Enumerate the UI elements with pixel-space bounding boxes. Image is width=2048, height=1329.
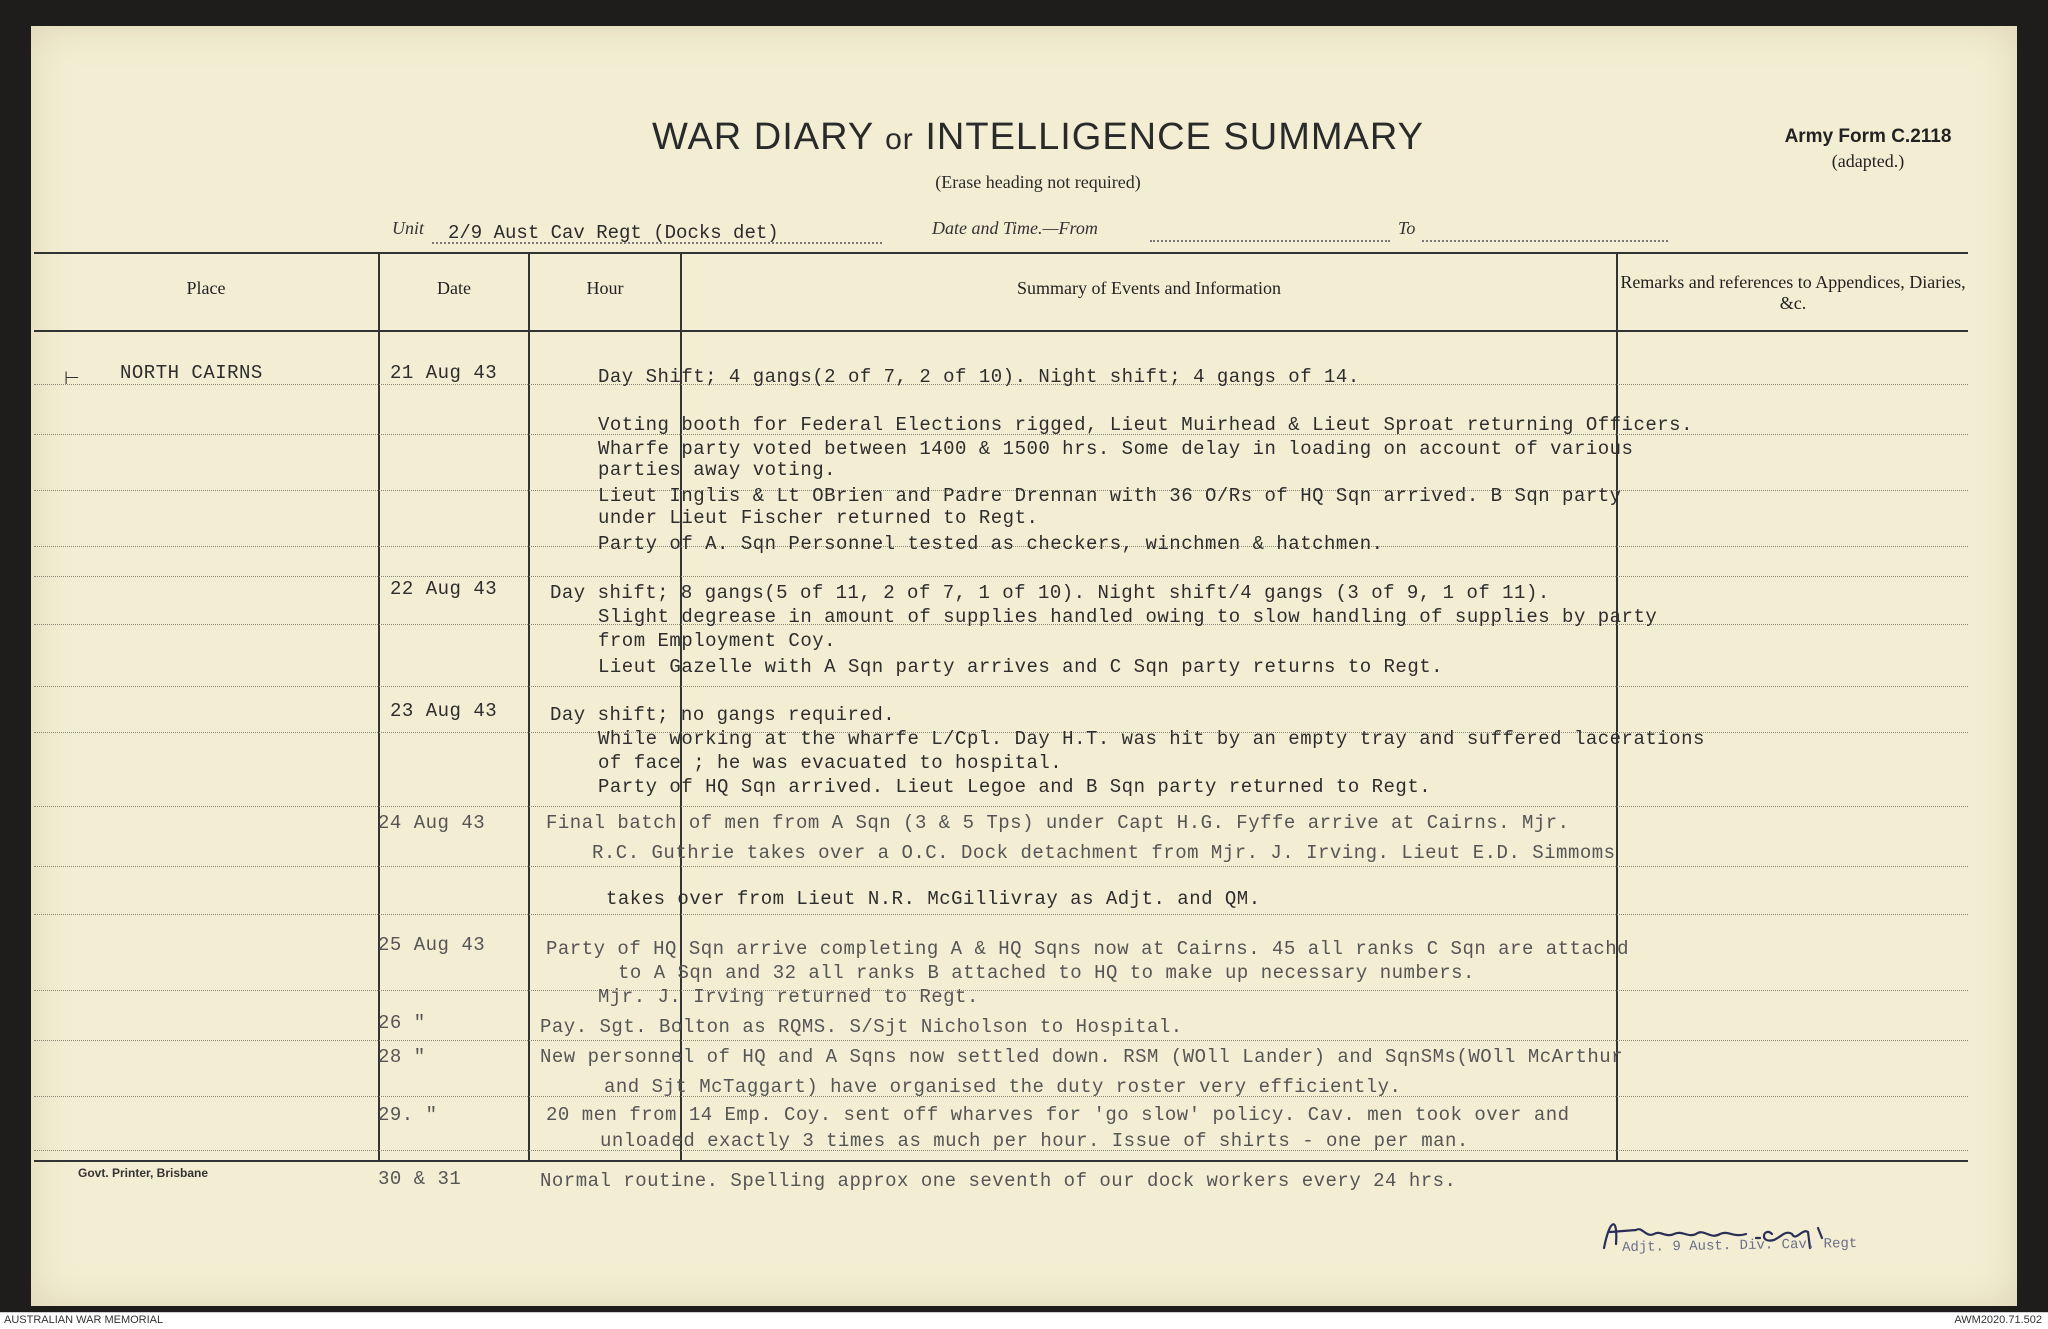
entry-date: 25 Aug 43 bbox=[378, 934, 486, 956]
entry-date: 21 Aug 43 bbox=[390, 362, 498, 384]
entry-line: unloaded exactly 3 times as much per hour. Issue of shirts - one per man. bbox=[600, 1130, 1469, 1152]
column-header-hour: Hour bbox=[586, 278, 624, 298]
entry-line: Day shift; 8 gangs(5 of 11, 2 of 7, 1 of 10). Night shift/4 gangs (3 of 9, 1 of 11). bbox=[550, 582, 1550, 604]
date-to-label: To bbox=[1398, 218, 1416, 238]
entry-line: New personnel of HQ and A Sqns now settled down. RSM (WOll Lander) and SqnSMs(WOll McArthur bbox=[540, 1046, 1624, 1068]
entry-line: parties away voting. bbox=[598, 459, 837, 481]
margin-tick-mark: ⊢ bbox=[64, 368, 80, 388]
entry-line: Party of A. Sqn Personnel tested as checkers, winchmen & hatchmen. bbox=[598, 533, 1384, 555]
entry-line: Slight degrease in amount of supplies handled owing to slow handling of supplies by party bbox=[598, 606, 1658, 628]
form-subtitle: (Erase heading not required) bbox=[935, 172, 1141, 192]
unit-underline bbox=[432, 242, 882, 244]
entry-date: 26 " bbox=[378, 1012, 426, 1034]
table-bottom-border bbox=[34, 1160, 1968, 1162]
column-header-place: Place bbox=[186, 278, 226, 298]
column-divider-hour bbox=[528, 252, 530, 1160]
entry-line: Party of HQ Sqn arrived. Lieut Legoe and B Sqn party returned to Regt. bbox=[598, 776, 1432, 798]
entry-line: Normal routine. Spelling approx one seventh of our dock workers every 24 hrs. bbox=[540, 1170, 1457, 1192]
entry-line: takes over from Lieut N.R. McGillivray as Adjt. and QM. bbox=[606, 888, 1261, 910]
entry-line: While working at the wharfe L/Cpl. Day H.T. was hit by an empty tray and suffered lacerations bbox=[598, 728, 1705, 750]
signature-rank-stamp: Adjt. 9 Aust. Div. Cav. Regt bbox=[1621, 1235, 1858, 1257]
date-time-from-label: Date and Time.—From bbox=[932, 218, 1098, 238]
entry-line: R.C. Guthrie takes over a O.C. Dock detachment from Mjr. J. Irving. Lieut E.D. Simmoms bbox=[592, 842, 1616, 864]
entry-line: Final batch of men from A Sqn (3 & 5 Tps) under Capt H.G. Fyffe arrive at Cairns. Mjr. bbox=[546, 812, 1570, 834]
date-from-underline bbox=[1150, 240, 1390, 242]
ruled-line bbox=[34, 866, 1968, 867]
entry-line: Wharfe party voted between 1400 & 1500 hrs. Some delay in loading on account of various bbox=[598, 438, 1634, 460]
entry-line: from Employment Coy. bbox=[598, 630, 837, 652]
archive-reference: AWM2020.71.502 bbox=[1954, 1314, 2042, 1326]
column-divider-remarks bbox=[1616, 252, 1618, 1160]
entry-line: of face ; he was evacuated to hospital. bbox=[598, 752, 1063, 774]
table-header-border bbox=[34, 330, 1968, 332]
entry-date: 30 & 31 bbox=[378, 1168, 462, 1190]
ruled-line bbox=[34, 686, 1968, 687]
printer-imprint: Govt. Printer, Brisbane bbox=[78, 1166, 209, 1180]
date-to-underline bbox=[1422, 240, 1668, 242]
title-intelligence-summary: INTELLIGENCE SUMMARY bbox=[925, 116, 1424, 158]
entry-line: Pay. Sgt. Bolton as RQMS. S/Sjt Nicholson to Hospital. bbox=[540, 1016, 1183, 1038]
title-or: or bbox=[885, 123, 914, 156]
archive-footer bbox=[0, 1312, 2048, 1329]
title-war-diary: WAR DIARY bbox=[652, 116, 874, 158]
ruled-line bbox=[34, 914, 1968, 915]
entry-date: 22 Aug 43 bbox=[390, 578, 498, 600]
entry-line: and Sjt McTaggart) have organised the duty roster very efficiently. bbox=[604, 1076, 1402, 1098]
entry-line: 20 men from 14 Emp. Coy. sent off wharves for 'go slow' policy. Cav. men took over and bbox=[546, 1104, 1570, 1126]
entry-date: 24 Aug 43 bbox=[378, 812, 486, 834]
entry-line: Mjr. J. Irving returned to Regt. bbox=[598, 986, 979, 1008]
entry-line: Day Shift; 4 gangs(2 of 7, 2 of 10). Night shift; 4 gangs of 14. bbox=[598, 366, 1360, 388]
entry-line: Voting booth for Federal Elections rigged, Lieut Muirhead & Lieut Sproat returning Officers. bbox=[598, 414, 1693, 436]
column-header-remarks: Remarks and references to Appendices, Diaries, &c. bbox=[1620, 272, 1966, 313]
unit-label: Unit bbox=[392, 218, 425, 238]
entry-line: Lieut Inglis & Lt OBrien and Padre Drennan with 36 O/Rs of HQ Sqn arrived. B Sqn party bbox=[598, 485, 1622, 507]
ruled-line bbox=[34, 1040, 1968, 1041]
entry-line: Day shift; no gangs required. bbox=[550, 704, 896, 726]
entry-line: under Lieut Fischer returned to Regt. bbox=[598, 507, 1039, 529]
entry-line: Lieut Gazelle with A Sqn party arrives and C Sqn party returns to Regt. bbox=[598, 656, 1444, 678]
column-header-summary: Summary of Events and Information bbox=[1017, 278, 1281, 298]
army-form-number: Army Form C.2118 bbox=[1784, 126, 1952, 147]
entry-date: 23 Aug 43 bbox=[390, 700, 498, 722]
entry-line: Party of HQ Sqn arrive completing A & HQ Sqns now at Cairns. 45 all ranks C Sqn are attachd bbox=[546, 938, 1630, 960]
entry-date: 28 " bbox=[378, 1046, 426, 1068]
table-top-border bbox=[34, 252, 1968, 254]
ruled-line bbox=[34, 990, 1968, 991]
place-value: NORTH CAIRNS bbox=[120, 362, 263, 384]
entry-line: to A Sqn and 32 all ranks B attached to HQ to make up necessary numbers. bbox=[618, 962, 1475, 984]
entry-date: 29. " bbox=[378, 1104, 438, 1126]
form-title bbox=[628, 116, 1448, 159]
ruled-line bbox=[34, 576, 1968, 577]
army-form-adapted: (adapted.) bbox=[1831, 151, 1905, 171]
column-header-date: Date bbox=[437, 278, 471, 298]
archive-name: AUSTRALIAN WAR MEMORIAL bbox=[4, 1314, 164, 1326]
ruled-line bbox=[34, 806, 1968, 807]
unit-value: 2/9 Aust Cav Regt (Docks det) bbox=[448, 222, 779, 244]
